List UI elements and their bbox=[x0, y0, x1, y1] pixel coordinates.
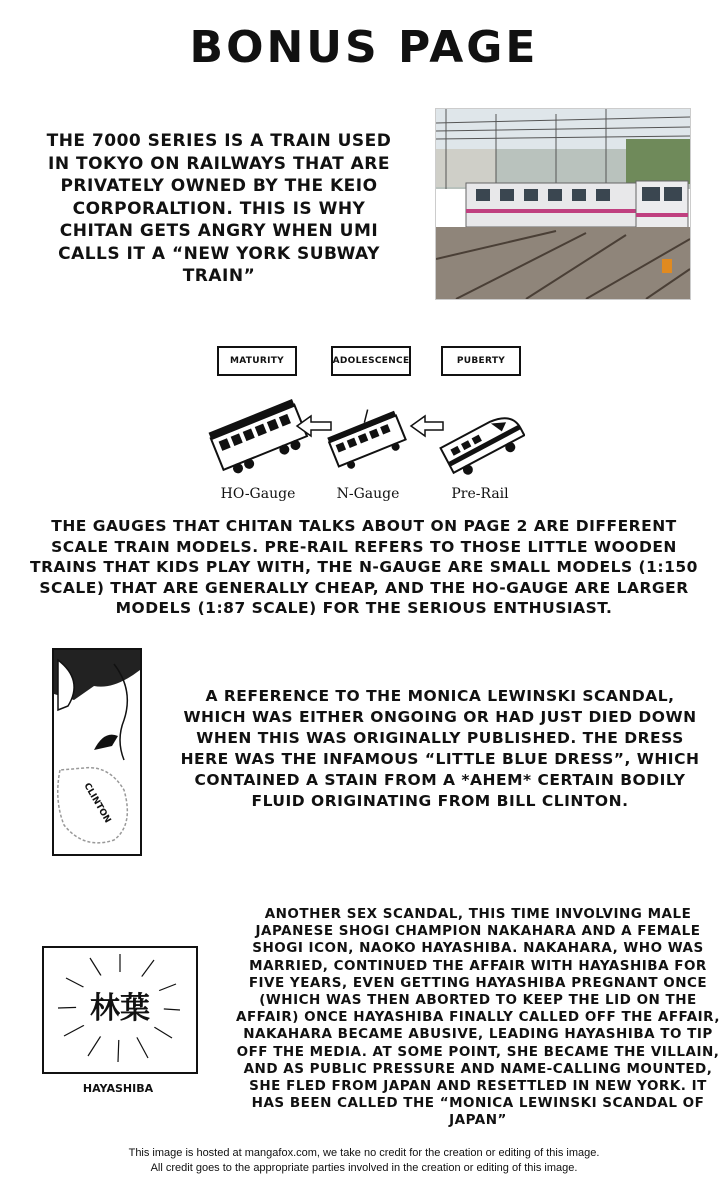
hayashiba-caption: HAYASHIBA bbox=[82, 1082, 154, 1095]
pre-rail-caption: Pre-Rail bbox=[451, 486, 509, 502]
hayashiba-manga-panel bbox=[42, 946, 198, 1074]
hayashiba-panel-drawing bbox=[44, 948, 196, 1072]
maturity-box: MATURITY bbox=[217, 346, 297, 376]
page-title: BONUS PAGE bbox=[189, 22, 539, 73]
pre-rail-train bbox=[441, 411, 525, 480]
credit-footer bbox=[0, 1146, 728, 1176]
n-gauge-train bbox=[323, 401, 408, 473]
clinton-panel-drawing bbox=[54, 650, 140, 854]
train-photo bbox=[435, 108, 691, 300]
note-shogi: ANOTHER SEX SCANDAL, THIS TIME INVOLVING MALE JAPANESE SHOGI CHAMPION NAKAHARA AND A FEMALE SHOGI ICON, NAOKO HAYASHIBA. NAKAHARA, WHO WAS MARRIED, CONTINUED THE AFFAIR WITH HAYASHIBA FOR FIVE YEARS, EVEN GETTING HAYASHIBA PREGNANT ONCE (WHICH WAS THEN ABORTED TO KEEP THE LID ON THE AFFAIR) ONCE HAYASHIBA FINALLY CALLED OFF THE AFFAIR, NAKAHARA BECAME ABUSIVE, LEADING HAYASHIBA TO TIP OFF THE MEDIA. AT SOME POINT, SHE BECAME THE VILLAIN, AND AS PUBLIC PRESSURE AND NAME-CALLING MOUNTED, SHE FLED FROM JAPAN AND RESETTLED IN NEW YORK. IT HAS BEEN CALLED THE “MONICA LEWINSKI SCANDAL OF JAPAN” bbox=[236, 906, 720, 1129]
puberty-box: PUBERTY bbox=[441, 346, 521, 376]
gauge-trains-drawing bbox=[205, 380, 525, 480]
clinton-label: CLINTON bbox=[81, 781, 113, 826]
n-gauge-caption: N-Gauge bbox=[336, 486, 400, 502]
note-lewinski: A REFERENCE TO THE MONICA LEWINSKI SCANDAL, WHICH WAS EITHER ONGOING OR HAD JUST DIED DOWN WHEN THIS WAS ORIGINALLY PUBLISHED. THE DRESS HERE WAS THE INFAMOUS “LITTLE BLUE DRESS”, WHICH CONTAINED A STAIN FROM A *AHEM* CERTAIN BODILY FLUID ORIGINATING FROM BILL CLINTON. bbox=[180, 687, 700, 810]
hayashiba-kanji: 林葉 bbox=[90, 991, 150, 1026]
credit-line-2: All credit goes to the appropriate parties involved in the creation or editing of this image. bbox=[150, 1162, 578, 1174]
ho-gauge-caption: HO-Gauge bbox=[220, 486, 296, 502]
clinton-manga-panel bbox=[52, 648, 142, 856]
credit-line-1: This image is hosted at mangafox.com, we take no credit for the creation or editing of this image. bbox=[128, 1147, 600, 1159]
adolescence-box: ADOLESCENCE bbox=[331, 346, 411, 376]
note-7000-series: THE 7000 SERIES IS A TRAIN USED IN TOKYO ON RAILWAYS THAT ARE PRIVATELY OWNED BY THE KEIO CORPORALTION. THIS IS WHY CHITAN GETS ANGRY WHEN UMI CALLS IT A “NEW YORK SUBWAY TRAIN” bbox=[46, 131, 392, 286]
ho-gauge-train bbox=[209, 399, 311, 478]
note-gauges: THE GAUGES THAT CHITAN TALKS ABOUT ON PAGE 2 ARE DIFFERENT SCALE TRAIN MODELS. PRE-RAIL REFERS TO THOSE LITTLE WOODEN TRAINS THAT KIDS PLAY WITH, THE N-GAUGE ARE SMALL MODELS (1:150 SCALE) THAT ARE GENERALLY CHEAP, AND THE HO-GAUGE ARE LARGER MODELS (1:87 SCALE) FOR THE SERIOUS ENTHUSIAST. bbox=[30, 517, 698, 617]
train-photo-illustration bbox=[436, 109, 690, 299]
arrow-left-icon-2 bbox=[411, 416, 443, 436]
